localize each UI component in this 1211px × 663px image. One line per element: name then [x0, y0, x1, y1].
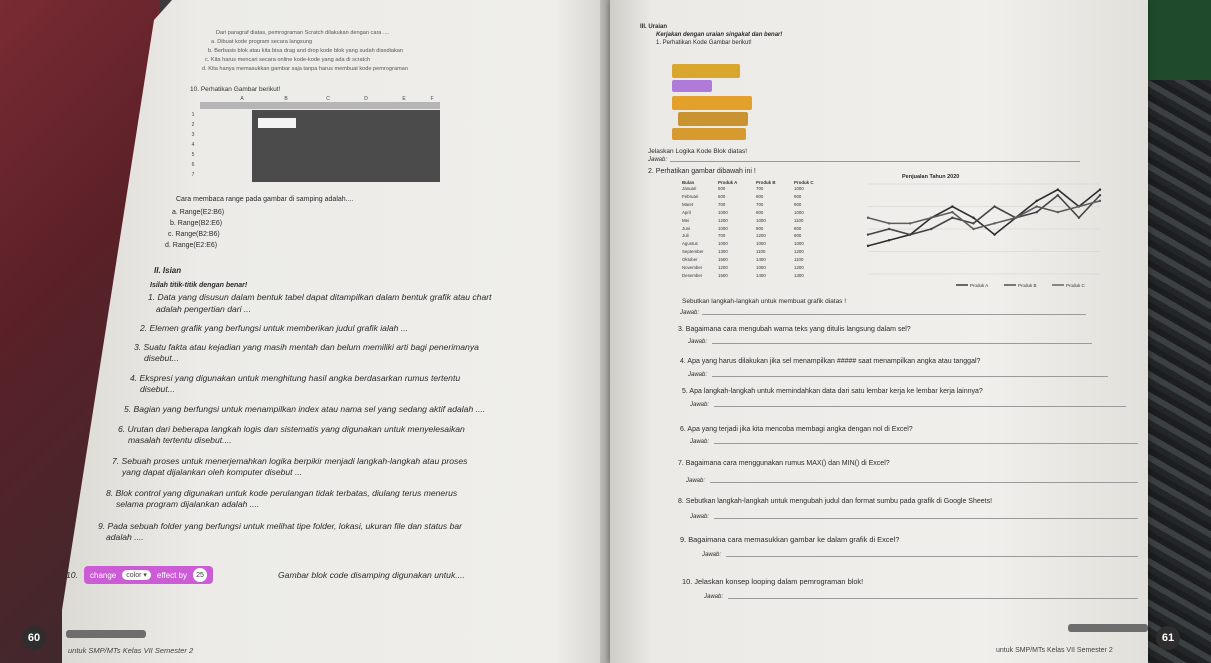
uraian-6: 6. Apa yang terjadi jika kita mencoba membagi angka dengan nol di Excel?: [680, 426, 913, 433]
chart-title: Penjualan Tahun 2020: [902, 174, 960, 180]
uraian-10-answer-line: [728, 598, 1138, 599]
uraian-3: 3. Bagaimana cara mengubah warna teks yang ditulis langsung dalam sel?: [678, 326, 911, 333]
uraian-1-answer-label: Jawab:: [648, 157, 668, 163]
table-cell: 1200: [718, 217, 728, 223]
range-question: Cara membaca range pada gambar di samping adalah....: [176, 196, 354, 203]
right-footer-text: untuk SMP/MTs Kelas VII Semester 2: [996, 647, 1113, 654]
uraian-8: 8. Sebutkan langkah-langkah untuk mengubah judul dan format sumbu pada grafik di Google Sheets!: [678, 498, 993, 505]
isian-3-line-1: 3. Suatu fakta atau kejadian yang masih mentah dan belum memiliki arti bagi penerimanya: [134, 342, 479, 352]
table-cell: 1000: [794, 186, 804, 191]
chart-legend-label: Produk B: [1018, 283, 1037, 288]
table-cell: 1000: [756, 265, 766, 271]
table-cell: Oktober: [682, 257, 698, 263]
sheet-col-a: A: [240, 96, 244, 102]
range-option-b: b. Range(B2:E6): [170, 220, 223, 227]
table-row: [682, 225, 832, 233]
uraian-6-answer-line: [714, 443, 1138, 444]
chart-point: [1036, 200, 1038, 202]
uraian-5-answer-label: Jawab:: [690, 402, 710, 408]
uraian-7-answer-label: Jawab:: [686, 478, 706, 484]
chart-point: [1036, 205, 1038, 207]
scratch-change-effect-block: [84, 566, 213, 584]
isian-9-line-1: 9. Pada sebuah folder yang berfungsi untuk melihat tipe folder, lokasi, ukuran file dan status bar: [98, 521, 463, 531]
isian-7-line-2: yang dapat dijalankan oleh komputer disebut ...: [122, 467, 303, 477]
uraian-2-answer-line: [702, 314, 1086, 315]
isian-9-line-2: adalah ....: [106, 532, 144, 542]
isian-3-line-2: disebut...: [144, 353, 179, 363]
table-cell: 1100: [794, 257, 804, 263]
range-option-d: d. Range(E2:E6): [165, 242, 218, 249]
mc-option-d: d. Kita hanya memasukkan gambar saja tanpa harus membuat kode pemrograman: [202, 66, 408, 72]
uraian-1: 1. Perhatikan Kode Gambar berikut!: [656, 40, 752, 46]
question-10-title: 10. Perhatikan Gambar berikut!: [190, 86, 281, 93]
sales-table: [682, 180, 832, 280]
scratch-repeat-block: [672, 96, 752, 110]
table-cell: 600: [718, 193, 726, 199]
mc-option-a: a. Dibuat kode program secara langsung: [211, 39, 313, 45]
isian-8-line-2: selama program dijalankan adalah ....: [116, 499, 260, 509]
isian-10-number: 10.: [66, 570, 78, 580]
chart-point: [1014, 217, 1016, 219]
table-cell: 1000: [718, 241, 728, 247]
table-cell: 1000: [756, 217, 766, 223]
sheet-active-cell: [258, 118, 296, 128]
table-cell: November: [682, 265, 703, 271]
table-row: [682, 256, 832, 264]
uraian-10: 10. Jelaskan konsep looping dalam pemrograman blok!: [682, 577, 864, 586]
uraian-2-sub: Sebutkan langkah-langkah untuk membuat grafik diatas !: [682, 298, 847, 305]
uraian-5: 5. Apa langkah-langkah untuk memindahkan data dari satu lembar kerja ke lembar kerja lainnya?: [682, 388, 983, 395]
scratch-event-block: [672, 64, 740, 78]
table-cell: April: [682, 209, 691, 215]
uraian-7-answer-line: [710, 482, 1138, 483]
table-cell: 1000: [756, 241, 766, 247]
uraian-4: 4. Apa yang harus dilakukan jika sel menampilkan ##### saat menampilkan angka atau tanggal?: [680, 358, 981, 365]
uraian-3-answer-line: [712, 343, 1092, 344]
table-cell: Juni: [682, 225, 691, 231]
uraian-10-answer-label: Jawab:: [704, 594, 724, 600]
isian-5: 5. Bagian yang berfungsi untuk menampilkan index atau nama sel yang sedang aktif adalah ....: [124, 404, 486, 414]
table-cell: 800: [794, 225, 802, 231]
uraian-5-answer-line: [714, 406, 1126, 407]
uraian-9-answer-label: Jawab:: [702, 552, 722, 558]
uraian-8-answer-line: [714, 518, 1138, 519]
uraian-2: 2. Perhatikan gambar dibawah ini !: [648, 168, 756, 175]
chart-point: [888, 222, 890, 224]
section-ii-instruction: Isilah titik-titik dengan benar!: [150, 282, 248, 289]
table-cell: 1300: [794, 272, 804, 278]
sales-line-chart: [836, 180, 1106, 292]
uraian-4-answer-label: Jawab:: [688, 372, 708, 378]
table-cell: 900: [794, 201, 802, 207]
uraian-9: 9. Bagaimana cara memasukkan gambar ke dalam grafik di Excel?: [680, 535, 900, 544]
table-cell: 1200: [794, 265, 804, 271]
isian-6-line-1: 6. Urutan dari beberapa langkah logis dan sistematis yang digunakan untuk menyelesaikan: [118, 424, 465, 434]
uraian-1-answer-line: [670, 161, 1080, 162]
table-cell: 500: [718, 186, 726, 191]
table-cell: 1500: [718, 257, 728, 263]
chart-point: [972, 228, 974, 230]
table-cell: Maret: [682, 201, 694, 207]
table-row: [682, 217, 832, 225]
table-cell: September: [682, 249, 704, 255]
chart-point: [1099, 200, 1101, 202]
sheet-col-c: C: [326, 96, 330, 102]
table-cell: 1400: [756, 257, 766, 263]
block-word-change: change: [90, 570, 117, 580]
range-option-c: c. Range(B2:B6): [168, 231, 220, 238]
chart-point: [867, 217, 869, 219]
table-cell: Desember: [682, 272, 703, 278]
table-cell: 900: [756, 225, 764, 231]
uraian-8-answer-label: Jawab:: [690, 514, 710, 520]
sheet-col-f: F: [430, 96, 434, 102]
table-cell: 700: [756, 186, 764, 191]
table-cell: 1300: [718, 249, 728, 255]
left-footer-text: untuk SMP/MTs Kelas VII Semester 2: [68, 646, 194, 655]
chart-point: [1057, 211, 1059, 213]
table-cell: 1100: [756, 249, 766, 255]
range-option-a: a. Range(E2:B6): [172, 209, 225, 216]
chart-point: [1099, 188, 1101, 190]
table-row: [682, 240, 832, 248]
chart-series-line-1: [868, 190, 1100, 246]
chart-point: [1099, 194, 1101, 196]
chart-point: [1078, 205, 1080, 207]
table-cell: Mei: [682, 217, 690, 223]
table-row: [682, 272, 832, 280]
table-header-cell: Bulan: [682, 180, 695, 185]
table-cell: Juli: [682, 233, 689, 239]
isian-8-line-1: 8. Blok control yang digunakan untuk kode perulangan tidak terbatas, diulang terus menerus: [106, 488, 458, 498]
chart-point: [993, 222, 995, 224]
isian-4-line-2: disebut...: [140, 384, 175, 394]
chart-legend-label: Produk C: [1066, 283, 1085, 288]
left-footer-band: [66, 630, 146, 638]
table-cell: 1000: [794, 241, 804, 247]
sheet-col-d: D: [364, 96, 368, 102]
table-cell: 1400: [756, 272, 766, 278]
sheet-row-6: 6: [191, 162, 195, 168]
table-cell: 900: [794, 233, 802, 239]
uraian-6-answer-label: Jawab:: [690, 439, 710, 445]
sheet-row-7: 7: [191, 172, 195, 178]
table-row: [682, 201, 832, 209]
isian-6-line-2: masalah tertentu disebut....: [128, 435, 232, 445]
section-iii-instruction: Kerjakan dengan uraian singakat dan benar!: [656, 32, 783, 38]
chart-point: [951, 217, 953, 219]
chart-point: [909, 233, 911, 235]
chart-point: [993, 205, 995, 207]
scratch-end-block: [672, 128, 746, 140]
section-ii-title: II. Isian: [154, 266, 182, 275]
isian-2: 2. Elemen grafik yang berfungsi untuk memberikan judul grafik ialah ...: [140, 323, 408, 333]
scratch-looks-block: [672, 80, 712, 92]
chart-point: [867, 245, 869, 247]
chart-point: [909, 222, 911, 224]
table-header-cell: Produk A: [718, 180, 738, 185]
table-cell: 900: [794, 193, 802, 199]
table-cell: 700: [718, 233, 726, 239]
sheet-row-4: 4: [191, 142, 195, 148]
chart-point: [888, 239, 890, 241]
isian-1-line-1: 1. Data yang disusun dalam bentuk tabel dapat ditampilkan dalam bentuk grafik atau chart: [148, 292, 492, 302]
table-cell: Februari: [682, 193, 699, 199]
table-cell: 1500: [718, 272, 728, 278]
chart-point: [993, 233, 995, 235]
chart-point: [1057, 194, 1059, 196]
section-iii-title: III. Uraian: [640, 24, 668, 30]
sheet-row-3: 3: [191, 132, 195, 138]
sheet-row-2: 2: [191, 122, 195, 128]
table-cell: 700: [718, 201, 726, 207]
sheet-col-b: B: [284, 96, 288, 102]
sheet-row-1: 1: [191, 112, 195, 118]
chart-point: [888, 228, 890, 230]
scratch-inner-block: [678, 112, 748, 126]
left-page-number: 60: [22, 626, 46, 650]
uraian-1-explain: Jelaskan Logika Kode Blok diatas!: [648, 148, 748, 155]
table-cell: 1100: [794, 217, 804, 223]
sheet-row-5: 5: [191, 152, 195, 158]
right-footer-band: [1068, 624, 1148, 632]
chart-point: [972, 222, 974, 224]
isian-1-line-2: adalah pengertian dari ...: [156, 304, 252, 314]
table-cell: 800: [756, 209, 764, 215]
table-cell: 1000: [794, 209, 804, 215]
table-cell: 1000: [718, 209, 728, 215]
uraian-3-answer-label: Jawab:: [688, 339, 708, 345]
table-cell: 1200: [794, 249, 804, 255]
chart-point: [867, 233, 869, 235]
table-cell: 800: [756, 193, 764, 199]
table-cell: Januari: [682, 186, 697, 191]
isian-10-text: Gambar blok code disamping digunakan untuk....: [278, 570, 465, 580]
chart-point: [951, 205, 953, 207]
table-row: [682, 248, 832, 256]
table-row: [682, 185, 832, 193]
table-header-cell: Produk B: [756, 180, 776, 185]
chart-legend-label: Produk A: [970, 283, 989, 288]
right-page-number: 61: [1156, 626, 1180, 650]
chart-point: [930, 217, 932, 219]
mc-option-c: c. Kita harus mencari secara online kode-kode yang ada di scratch: [205, 57, 371, 63]
uraian-9-answer-line: [726, 556, 1138, 557]
block-color-dropdown: color ▾: [122, 570, 151, 580]
table-header-cell: Produk C: [794, 180, 814, 185]
uraian-7: 7. Bagaimana cara menggunakan rumus MAX() dan MIN() di Excel?: [678, 460, 890, 467]
chart-point: [1057, 188, 1059, 190]
uraian-2-answer-label: Jawab:: [680, 310, 700, 316]
table-cell: 700: [756, 201, 764, 207]
table-cell: 1000: [718, 225, 728, 231]
table-row: [682, 264, 832, 272]
mc-stem: Dari paragraf diatas, pemrograman Scratch dilakukan dengan cara ....: [216, 30, 390, 36]
chart-point: [930, 228, 932, 230]
block-word-effect-by: effect by: [156, 570, 187, 580]
isian-7-line-1: 7. Sebuah proses untuk menerjemahkan logika berpikir menjadi langkah-langkah atau proses: [112, 456, 468, 466]
table-cell: 1200: [756, 233, 766, 239]
chart-point: [1036, 211, 1038, 213]
spreadsheet-image: [188, 96, 440, 182]
chart-point: [972, 217, 974, 219]
sheet-col-e: E: [402, 96, 406, 102]
chart-point: [1078, 217, 1080, 219]
block-value-25: 25: [193, 568, 207, 582]
table-row: [682, 193, 832, 201]
table-cell: Agustus: [682, 241, 698, 247]
mc-option-b: b. Berbasis blok atau kita bisa drag and drop kode blok yang sudah disediakan: [208, 48, 403, 54]
uraian-4-answer-line: [712, 376, 1108, 377]
table-row: [682, 232, 832, 240]
table-row: [682, 209, 832, 217]
isian-4-line-1: 4. Ekspresi yang digunakan untuk menghitung hasil angka berdasarkan rumus tertentu: [130, 373, 461, 383]
chart-point: [951, 211, 953, 213]
table-cell: 1200: [718, 265, 728, 271]
